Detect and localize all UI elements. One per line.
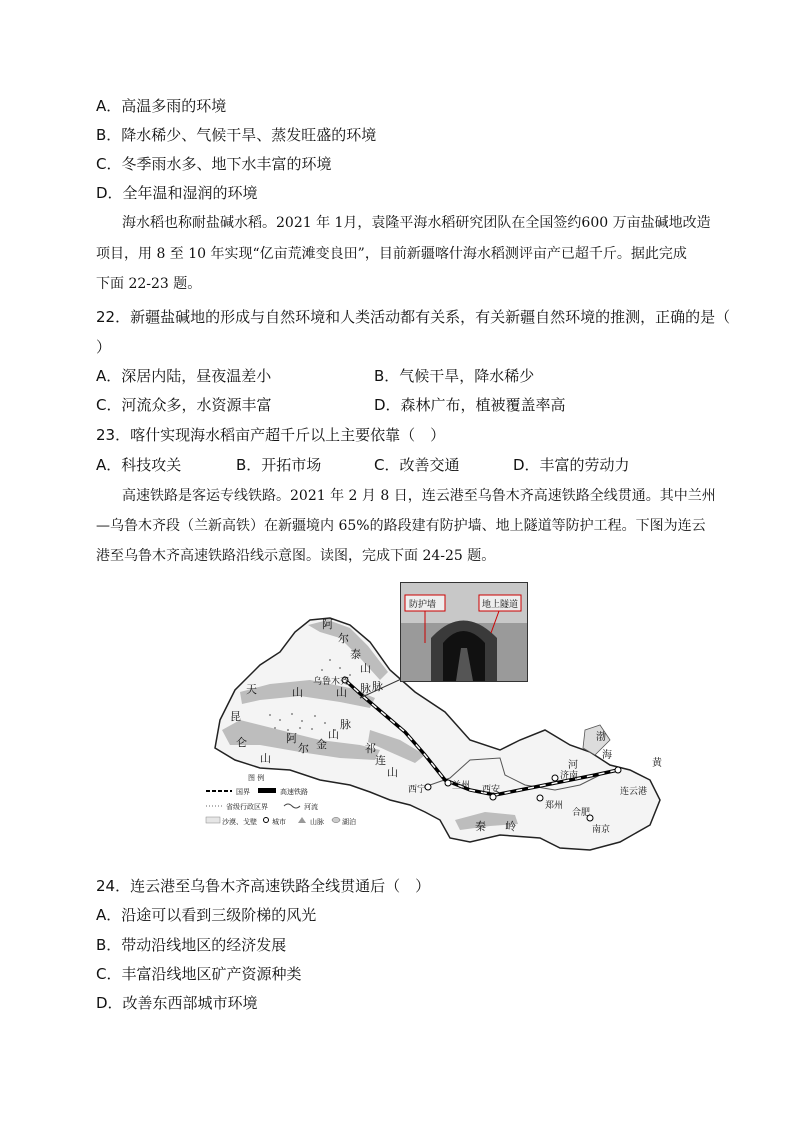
- q22-stem: 22．新疆盐碱地的形成与自然环境和人类活动都有关系，有关新疆自然环境的推测，正确的是（: [96, 308, 731, 326]
- altun-label-1: 阿: [286, 732, 297, 745]
- altai-label-5: 脉: [372, 680, 383, 693]
- q21-option-a: A．高温多雨的环境: [96, 97, 227, 115]
- q24-stem: 24．连云港至乌鲁木齐高速铁路全线贯通后（ ）: [96, 877, 431, 895]
- legend-hsr: 高速铁路: [280, 788, 308, 796]
- q22-option-d: D．森林广布，植被覆盖率高: [374, 396, 566, 414]
- legend-provincial: 省级行政区界: [226, 803, 268, 811]
- kunlun-label-1: 昆: [230, 710, 241, 723]
- city-zhengzhou: 郑州: [545, 801, 564, 811]
- altun-label-4: 山: [328, 728, 339, 741]
- q22-stem-close: ）: [96, 338, 112, 356]
- kunlun-label-3: 山: [260, 752, 271, 765]
- tunnel-photo: [400, 582, 528, 682]
- qilian-label-1: 祁: [365, 742, 376, 755]
- altun-label-5: 脉: [340, 718, 351, 731]
- city-nanjing: 南京: [592, 825, 611, 835]
- legend-national-border: 国界: [236, 788, 250, 796]
- altai-label-3: 泰: [350, 648, 361, 661]
- altun-label-2: 尔: [298, 742, 309, 755]
- city-hefei: 合肥: [572, 808, 591, 818]
- q21-option-b: B．降水稀少、气候干旱、蒸发旺盛的环境: [96, 126, 377, 144]
- qilian-label-2: 连: [375, 754, 386, 767]
- q23-option-d: D．丰富的劳动力: [513, 456, 630, 474]
- q24-option-a: A．沿途可以看到三级阶梯的风光: [96, 906, 317, 924]
- city-lianyungang: 连云港: [620, 787, 648, 797]
- legend-mountain: 山脉: [310, 818, 324, 826]
- tianshan-label-3: 山: [336, 686, 347, 699]
- q23-stem: 23．喀什实现海水稻亩产超千斤以上主要依靠（ ）: [96, 426, 446, 444]
- q24-option-d: D．改善东西部城市环境: [96, 994, 258, 1012]
- river-label: 河: [568, 760, 578, 771]
- altun-label-3: 金: [316, 738, 327, 751]
- altai-label-2: 尔: [338, 632, 349, 645]
- city-lanzhou: 兰州: [452, 781, 471, 791]
- passage1-line2: 项目，用 8 至 10 年实现“亿亩荒滩变良田”，目前新疆喀什海水稻测评亩产已超千斤。据此完成: [96, 246, 687, 262]
- q21-option-d: D．全年温和湿润的环境: [96, 184, 258, 202]
- q22-option-b: B．气候干旱，降水稀少: [374, 367, 535, 385]
- photo-label-tunnel: 地上隧道: [482, 600, 519, 610]
- passage2-line3: 港至乌鲁木齐高速铁路沿线示意图。读图，完成下面 24-25 题。: [96, 548, 496, 564]
- legend-desert: 沙漠、戈壁: [222, 818, 257, 826]
- q22-option-c: C．河流众多，水资源丰富: [96, 396, 272, 414]
- bohai-label-2: 海: [602, 750, 612, 761]
- legend-lake: 湖泊: [342, 818, 356, 826]
- tianshan-label-4: 脉: [360, 682, 371, 695]
- tianshan-label-2: 山: [292, 686, 303, 699]
- city-xian: 西安: [482, 785, 501, 795]
- passage2-line1: 高速铁路是客运专线铁路。2021 年 2 月 8 日，连云港至乌鲁木齐高速铁路全线贯通。其中兰州: [122, 488, 716, 504]
- city-jinan: 济南: [560, 771, 579, 781]
- qilian-label-3: 山: [387, 766, 398, 779]
- altai-label-1: 阿: [322, 618, 333, 631]
- qinling-label-1: 秦: [475, 820, 486, 833]
- q23-option-b: B．开拓市场: [236, 456, 322, 474]
- bohai-label-1: 渤: [596, 732, 606, 743]
- q21-option-c: C．冬季雨水多、地下水丰富的环境: [96, 155, 332, 173]
- city-xining: 西宁: [408, 785, 427, 795]
- passage2-line2: —乌鲁木齐段（兰新高铁）在新疆境内 65%的路段建有防护墙、地上隧道等防护工程。下图为连云: [96, 518, 706, 534]
- qinling-label-2: 岭: [505, 820, 516, 833]
- q23-option-c: C．改善交通: [374, 456, 460, 474]
- huanghai-label: 黄: [652, 758, 662, 769]
- altai-label-4: 山: [360, 662, 371, 675]
- passage1-line1: 海水稻也称耐盐碱水稻。2021 年 1月，袁隆平海水稻研究团队在全国签约600 万亩盐碱地改造: [122, 215, 711, 231]
- legend-title: 图 例: [248, 774, 265, 782]
- legend-city: 城市: [272, 818, 286, 826]
- kunlun-label-2: 仑: [236, 736, 247, 749]
- q24-option-b: B．带动沿线地区的经济发展: [96, 936, 287, 954]
- city-urumqi: 乌鲁木齐: [313, 677, 350, 687]
- passage1-line3: 下面 22-23 题。: [96, 276, 202, 292]
- q24-option-c: C．丰富沿线地区矿产资源种类: [96, 965, 302, 983]
- tianshan-label-1: 天: [246, 683, 257, 696]
- legend-river: 河流: [304, 803, 318, 811]
- q23-option-a: A．科技攻关: [96, 456, 182, 474]
- photo-label-wall: 防护墙: [409, 600, 437, 610]
- q22-option-a: A．深居内陆，昼夜温差小: [96, 367, 272, 385]
